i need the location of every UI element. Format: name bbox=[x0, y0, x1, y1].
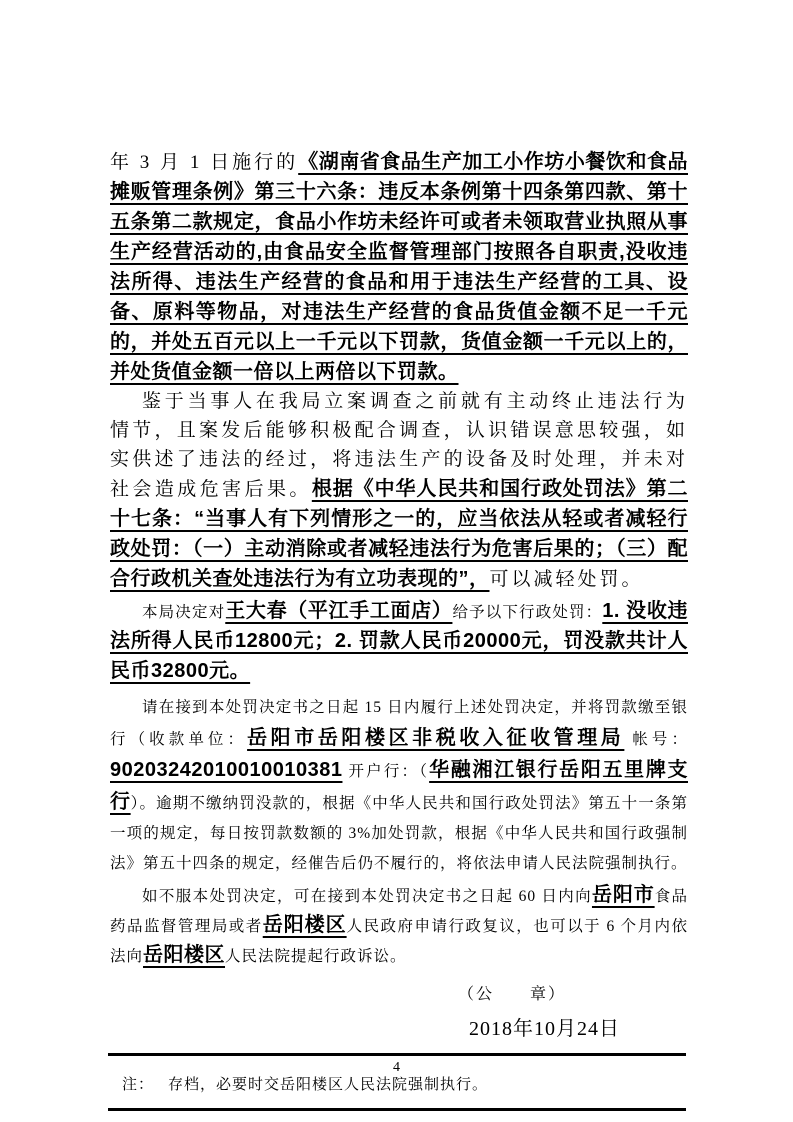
note-line bbox=[110, 1073, 688, 1094]
decision-date: 2018年10月24日 bbox=[469, 1018, 620, 1040]
page-number: 4 bbox=[393, 1060, 400, 1075]
para-appeal-mid1: 食品药品监督管理局或者 bbox=[110, 888, 688, 935]
para-mitigation bbox=[110, 388, 688, 595]
note-divider-bottom bbox=[108, 1108, 686, 1111]
para-appeal-intro: 如不服本处罚决定，可在接到本处罚决定书之日起 60 日内向 bbox=[142, 888, 592, 905]
appeal-district-name-1: 岳阳楼区 bbox=[262, 914, 347, 936]
para-decision-party-name: 王大春（平江手工面店） bbox=[225, 600, 453, 622]
para-appeal bbox=[110, 881, 688, 971]
payment-account-label: 帐号： bbox=[624, 731, 688, 748]
para-mitigation-conclusion: 可以减轻处罚。 bbox=[489, 569, 644, 590]
para-legal-basis-statute: 《湖南省食品生产加工小作坊小餐饮和食品摊贩管理条例》第三十六条：违反本条例第十四条第四款、第十五条第二款规定，食品小作坊未经许可或者未领取营业执照从事生产经营活动的,由食品安全监督管理部门按照各自职责,没收违法所得、违法生产经营的食品和用于违法生产经营的工具、设备、原料等物品，对违法生产经营的食品货值金额不足一千元的，并处五百元以上一千元以下罚款，货值金额一千元以上的，并处货值金额一倍以上两倍以下罚款。 bbox=[110, 151, 688, 383]
para-decision-penalties: 1. 没收违法所得人民币12800元；2. 罚款人民币20000元，罚没款共计人民币32800元。 bbox=[110, 600, 688, 682]
para-mitigation-statute: 根据《中华人民共和国行政处罚法》第二十七条：“当事人有下列情形之一的，应当依法从轻或者减轻行政处罚：（一）主动消除或者减轻违法行为危害后果的；（三）配合行政机关查处违法行为有立功表现的”， bbox=[110, 478, 688, 590]
seal-placeholder: （公 章） bbox=[457, 986, 566, 1003]
signature-block bbox=[110, 981, 688, 1041]
para-legal-basis-prefix: 年 3 月 1 日施行的 bbox=[110, 152, 299, 173]
payment-account-number: 90203242010010010381 bbox=[110, 759, 343, 781]
para-mitigation-facts: 鉴于当事人在我局立案调查之前就有主动终止违法行为情节，且案发后能够积极配合调查，认识错误意思较强，如实供述了违法的经过，将违法生产的设备及时处理，并未对社会造成危害后果。 bbox=[110, 391, 688, 500]
para-payment bbox=[110, 693, 688, 879]
note-text: 存档，必要时交岳阳楼区人民法院强制执行。 bbox=[168, 1077, 489, 1093]
para-payment-intro: 请在接到本处罚决定书之日起 15 日内履行上述处罚决定，并将罚款缴至银行（收款单位： bbox=[110, 699, 688, 748]
payment-bank-name: 华融湘江银行岳阳五里牌支行 bbox=[110, 759, 688, 813]
payment-bank-label: 开户行：（ bbox=[342, 763, 430, 780]
para-appeal-end: 人民法院提起行政诉讼。 bbox=[225, 948, 407, 965]
note-divider-top bbox=[108, 1053, 686, 1056]
appeal-district-name-2: 岳阳楼区 bbox=[143, 944, 226, 966]
para-legal-basis bbox=[110, 148, 688, 388]
para-decision bbox=[110, 597, 688, 687]
payment-payee-name: 岳阳市岳阳楼区非税收入征收管理局 bbox=[247, 727, 625, 749]
note-label: 注： bbox=[122, 1077, 155, 1093]
para-decision-mid: 给予以下行政处罚： bbox=[452, 604, 603, 621]
para-decision-prefix: 本局决定对 bbox=[142, 604, 226, 621]
para-appeal-mid2: 人民政府申请行政复议，也可以于 6 个月内依法向 bbox=[110, 918, 688, 965]
para-payment-overdue: ）。逾期不缴纳罚没款的，根据《中华人民共和国行政处罚法》第五十一条第一项的规定，每日按罚款数额的 3%加处罚款，根据《中华人民共和国行政强制法》第五十四条的规定，经催告后仍不履行的，将依法申请人民法院强制执行。 bbox=[110, 795, 688, 872]
appeal-city-name: 岳阳市 bbox=[591, 884, 655, 906]
